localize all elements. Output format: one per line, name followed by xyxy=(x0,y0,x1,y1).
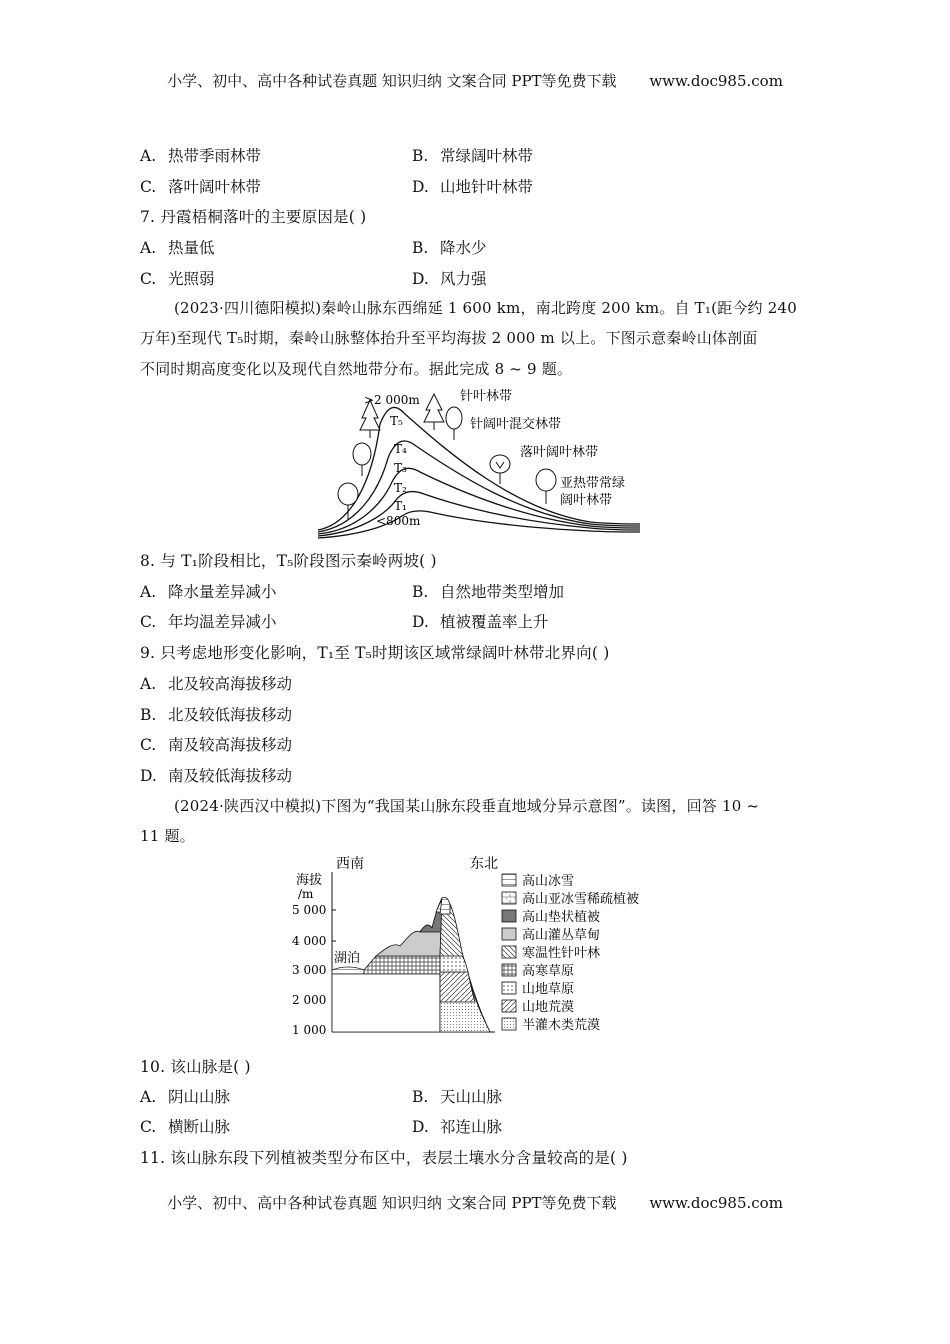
page-header xyxy=(0,70,950,91)
q8-option-a[interactable]: A. 降水量差异减小 xyxy=(140,583,277,601)
legend-swatch-shrub xyxy=(502,928,516,940)
q7-option-c[interactable]: C. 光照弱 xyxy=(140,270,215,288)
legend-label-desert: 山地荒漠 xyxy=(522,1000,575,1015)
stage-label-t3: T₃ xyxy=(394,461,407,475)
qinling-profile-figure xyxy=(310,384,650,544)
legend-swatch-conifer xyxy=(502,946,516,958)
passage1-line3: 不同时期高度变化以及现代自然地带分布。据此完成 8 ~ 9 题。 xyxy=(140,360,573,378)
zone-label-evergreen-2: 阔叶林带 xyxy=(560,493,613,508)
legend-label-shrub: 高山灌丛草甸 xyxy=(522,928,601,943)
passage1-line1: (2023·四川德阳模拟)秦岭山脉东西绵延 1 600 km，南北跨度 200 km。自 T₁(距今约 240 xyxy=(174,299,797,317)
q6-option-b[interactable]: B. 常绿阔叶林带 xyxy=(412,147,534,165)
q9-option-b[interactable]: B. 北及较低海拔移动 xyxy=(140,706,293,724)
footer-text: 小学、初中、高中各种试卷真题 知识归纳 文案合同 PPT等免费下载 xyxy=(167,1194,617,1212)
q6-option-c[interactable]: C. 落叶阔叶林带 xyxy=(140,178,262,196)
y-tick-4000: 4 000 xyxy=(292,934,327,948)
q10-option-b[interactable]: B. 天山山脉 xyxy=(412,1088,503,1106)
legend xyxy=(502,873,639,1033)
lake-label: 湖泊 xyxy=(334,951,361,966)
passage1-line2: 万年)至现代 T₅时期，秦岭山脉整体抬升至平均海拔 2 000 m 以上。下图示意秦岭山体剖面 xyxy=(140,329,758,347)
q10-stem: 10. 该山脉是( ) xyxy=(140,1058,251,1076)
q8-option-c[interactable]: C. 年均温差异减小 xyxy=(140,613,277,631)
legend-swatch-grass xyxy=(502,982,516,994)
q10-option-a[interactable]: A. 阴山山脉 xyxy=(140,1088,231,1106)
stage-label-t2: T₂ xyxy=(394,481,407,495)
q9-option-d[interactable]: D. 南及较低海拔移动 xyxy=(140,767,293,785)
legend-swatch-desert xyxy=(502,1000,516,1012)
legend-label-cushion: 高山垫状植被 xyxy=(522,910,601,925)
passage2-line1: (2024·陕西汉中模拟)下图为“我国某山脉东段垂直地域分异示意图”。读图，回答 10 ~ xyxy=(174,797,760,815)
q8-option-d[interactable]: D. 植被覆盖率上升 xyxy=(412,613,549,631)
q9-option-c[interactable]: C. 南及较高海拔移动 xyxy=(140,736,293,754)
y-axis-unit: /m xyxy=(298,887,314,901)
q7-option-d[interactable]: D. 风力强 xyxy=(412,270,487,288)
page-footer xyxy=(0,1192,950,1213)
stage-label-t1: T₁ xyxy=(394,499,407,513)
q9-option-a[interactable]: A. 北及较高海拔移动 xyxy=(140,675,293,693)
y-tick-2000: 2 000 xyxy=(292,993,327,1007)
zone-label-evergreen-1: 亚热带常绿 xyxy=(560,476,626,491)
y-tick-3000: 3 000 xyxy=(292,963,327,977)
stage-label-t5: T₅ xyxy=(390,414,403,428)
footer-url: www.doc985.com xyxy=(649,1194,783,1212)
y-axis-title: 海拔 xyxy=(296,873,323,888)
legend-label-grass: 山地草原 xyxy=(522,982,575,997)
ne-label: 东北 xyxy=(470,856,498,872)
sw-label: 西南 xyxy=(336,856,364,872)
legend-swatch-cushion xyxy=(502,910,516,922)
legend-swatch-steppe xyxy=(502,964,516,976)
deciduous-tree-icon xyxy=(490,455,510,484)
header-url: www.doc985.com xyxy=(649,72,783,90)
q11-stem: 11. 该山脉东段下列植被类型分布区中，表层土壤水分含量较高的是( ) xyxy=(140,1149,628,1167)
conifer-tree-icon xyxy=(424,394,444,430)
q7-option-a[interactable]: A. 热量低 xyxy=(140,239,215,257)
q10-option-c[interactable]: C. 横断山脉 xyxy=(140,1118,231,1136)
legend-label-subice: 高山亚冰雪稀疏植被 xyxy=(522,892,640,907)
passage2-line2: 11 题。 xyxy=(140,827,195,845)
broadleaf-tree-icon xyxy=(353,443,371,476)
q8-option-b[interactable]: B. 自然地带类型增加 xyxy=(412,583,565,601)
legend-label-semi: 半灌木类荒漠 xyxy=(522,1018,601,1033)
header-text: 小学、初中、高中各种试卷真题 知识归纳 文案合同 PPT等免费下载 xyxy=(167,72,617,90)
legend-label-conifer: 寒温性针叶林 xyxy=(522,946,601,961)
q8-stem: 8. 与 T₁阶段相比，T₅阶段图示秦岭两坡( ) xyxy=(140,552,437,570)
q10-option-d[interactable]: D. 祁连山脉 xyxy=(412,1118,503,1136)
zone-label-coniferous: 针叶林带 xyxy=(460,389,513,404)
zone-label-mixed: 针阔叶混交林带 xyxy=(470,417,562,432)
y-tick-1000: 1 000 xyxy=(292,1023,327,1037)
vertical-zonation-figure xyxy=(290,852,670,1042)
bottom-elevation-label: <800m xyxy=(376,514,421,528)
legend-swatch-ice xyxy=(502,874,516,886)
stage-label-t4: T₄ xyxy=(394,442,407,456)
legend-swatch-subice xyxy=(502,892,516,904)
zone-label-deciduous: 落叶阔叶林带 xyxy=(520,445,599,460)
q9-stem: 9. 只考虑地形变化影响，T₁至 T₅时期该区域常绿阔叶林带北界向( ) xyxy=(140,644,610,662)
y-tick-5000: 5 000 xyxy=(292,903,327,917)
legend-swatch-semi xyxy=(502,1018,516,1030)
mixed-tree-icon xyxy=(446,407,462,440)
legend-label-steppe: 高寒草原 xyxy=(522,964,575,979)
evergreen-tree-icon xyxy=(536,469,556,504)
top-elevation-label: >2 000m xyxy=(364,393,420,407)
q7-option-b[interactable]: B. 降水少 xyxy=(412,239,487,257)
q6-option-d[interactable]: D. 山地针叶林带 xyxy=(412,178,534,196)
legend-label-ice: 高山冰雪 xyxy=(522,874,575,889)
q6-option-a[interactable]: A. 热带季雨林带 xyxy=(140,147,262,165)
q7-stem: 7. 丹霞梧桐落叶的主要原因是( ) xyxy=(140,208,367,226)
